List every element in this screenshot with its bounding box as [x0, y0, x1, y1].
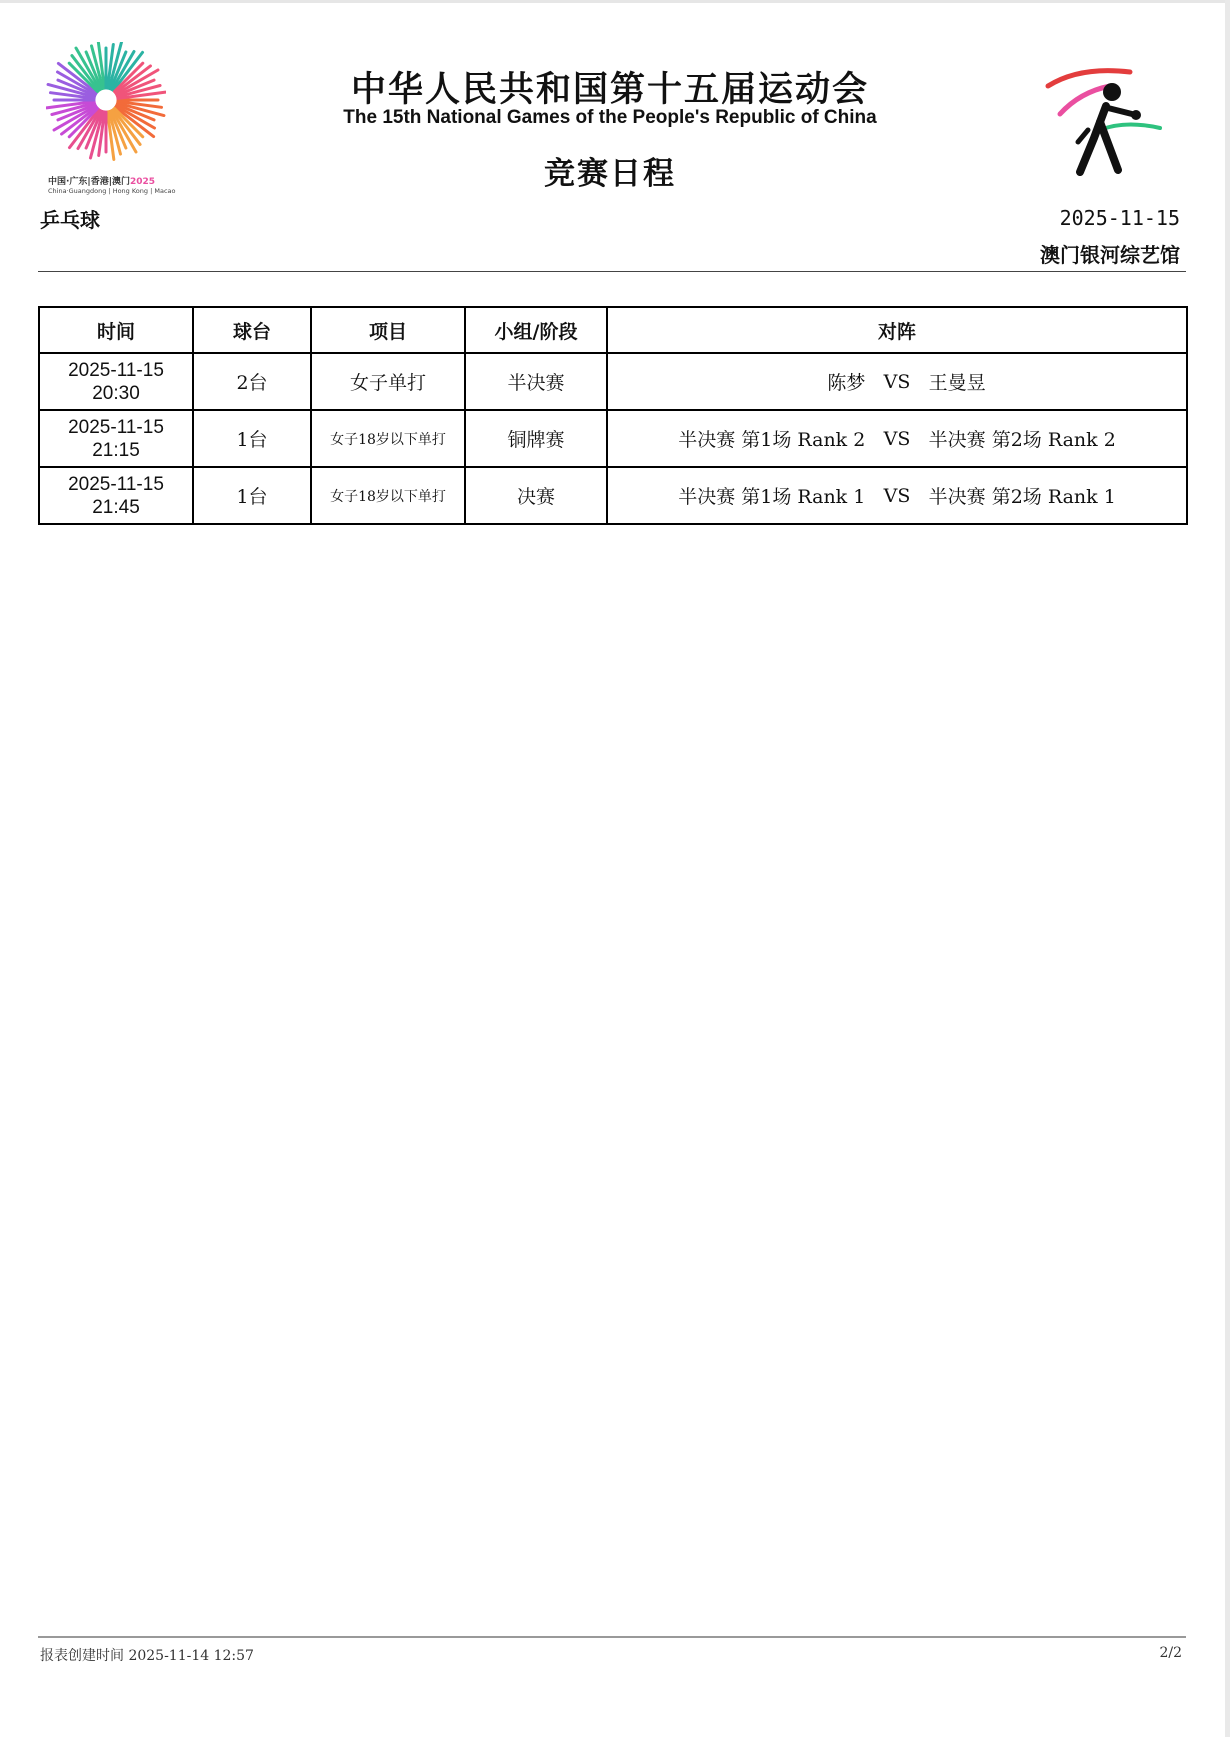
time-cell [39, 353, 193, 410]
vs-label: VS [883, 370, 911, 393]
player-left: 陈梦 [827, 372, 866, 394]
column-header-stage: 小组/阶段 [465, 307, 607, 353]
schedule-title: 竞赛日程 [544, 156, 676, 192]
stage-cell: 决赛 [465, 467, 607, 524]
report-created-time: 报表创建时间 2025-11-14 12:57 [40, 1648, 254, 1664]
match-time: 21:15 [92, 439, 140, 461]
table-row [39, 410, 1187, 467]
column-header-table: 球台 [193, 307, 311, 353]
table-row [39, 353, 1187, 410]
table-tennis-player-icon [1040, 62, 1180, 182]
match-time: 20:30 [92, 382, 140, 404]
time-cell [39, 410, 193, 467]
games-title-cn: 中华人民共和国第十五届运动会 [350, 70, 869, 110]
table-number-cell: 1台 [193, 410, 311, 467]
column-header-matchup: 对阵 [607, 307, 1187, 353]
footer-divider [38, 1636, 1186, 1638]
event-cell: 女子18岁以下单打 [311, 410, 465, 467]
venue-name: 澳门银河综艺馆 [1040, 243, 1180, 267]
matchup-cell [607, 467, 1187, 524]
column-header-event: 项目 [311, 307, 465, 353]
player-right: 王曼昱 [928, 372, 986, 394]
match-date: 2025-11-15 [68, 416, 164, 438]
sport-name: 乒乓球 [40, 208, 100, 232]
header-divider [38, 271, 1186, 272]
table-number-cell: 1台 [193, 467, 311, 524]
matchup-cell [607, 410, 1187, 467]
player-left: 半决赛 第1场 Rank 1 [678, 486, 866, 508]
match-time: 21:45 [92, 496, 140, 518]
table-number-cell: 2台 [193, 353, 311, 410]
page-top-edge [0, 0, 1230, 3]
logo-caption-en: China·Guangdong | Hong Kong | Macao [48, 187, 176, 195]
time-cell [39, 467, 193, 524]
stage-cell: 半决赛 [465, 353, 607, 410]
schedule-date: 2025-11-15 [1059, 206, 1180, 230]
player-left: 半决赛 第1场 Rank 2 [678, 429, 866, 451]
match-date: 2025-11-15 [68, 359, 164, 381]
event-cell: 女子18岁以下单打 [311, 467, 465, 524]
games-title-en: The 15th National Games of the People's Republic of China [343, 107, 877, 128]
games-emblem-icon [46, 42, 166, 162]
stage-cell: 铜牌赛 [465, 410, 607, 467]
vs-label: VS [883, 484, 911, 507]
page-number: 2/2 [1159, 1645, 1182, 1661]
games-logo [46, 42, 182, 200]
vs-label: VS [883, 427, 911, 450]
table-row [39, 467, 1187, 524]
column-header-time: 时间 [39, 307, 193, 353]
schedule-table [38, 306, 1188, 525]
player-right: 半决赛 第2场 Rank 2 [928, 429, 1116, 451]
matchup-cell [607, 353, 1187, 410]
page-right-edge [1225, 0, 1230, 1737]
table-header-row [39, 307, 1187, 353]
player-right: 半决赛 第2场 Rank 1 [928, 486, 1116, 508]
table-tennis-pictogram [1040, 62, 1180, 182]
match-date: 2025-11-15 [68, 473, 164, 495]
event-cell: 女子单打 [311, 353, 465, 410]
logo-caption-cn: 中国·广东|香港|澳门2025 [48, 177, 156, 187]
